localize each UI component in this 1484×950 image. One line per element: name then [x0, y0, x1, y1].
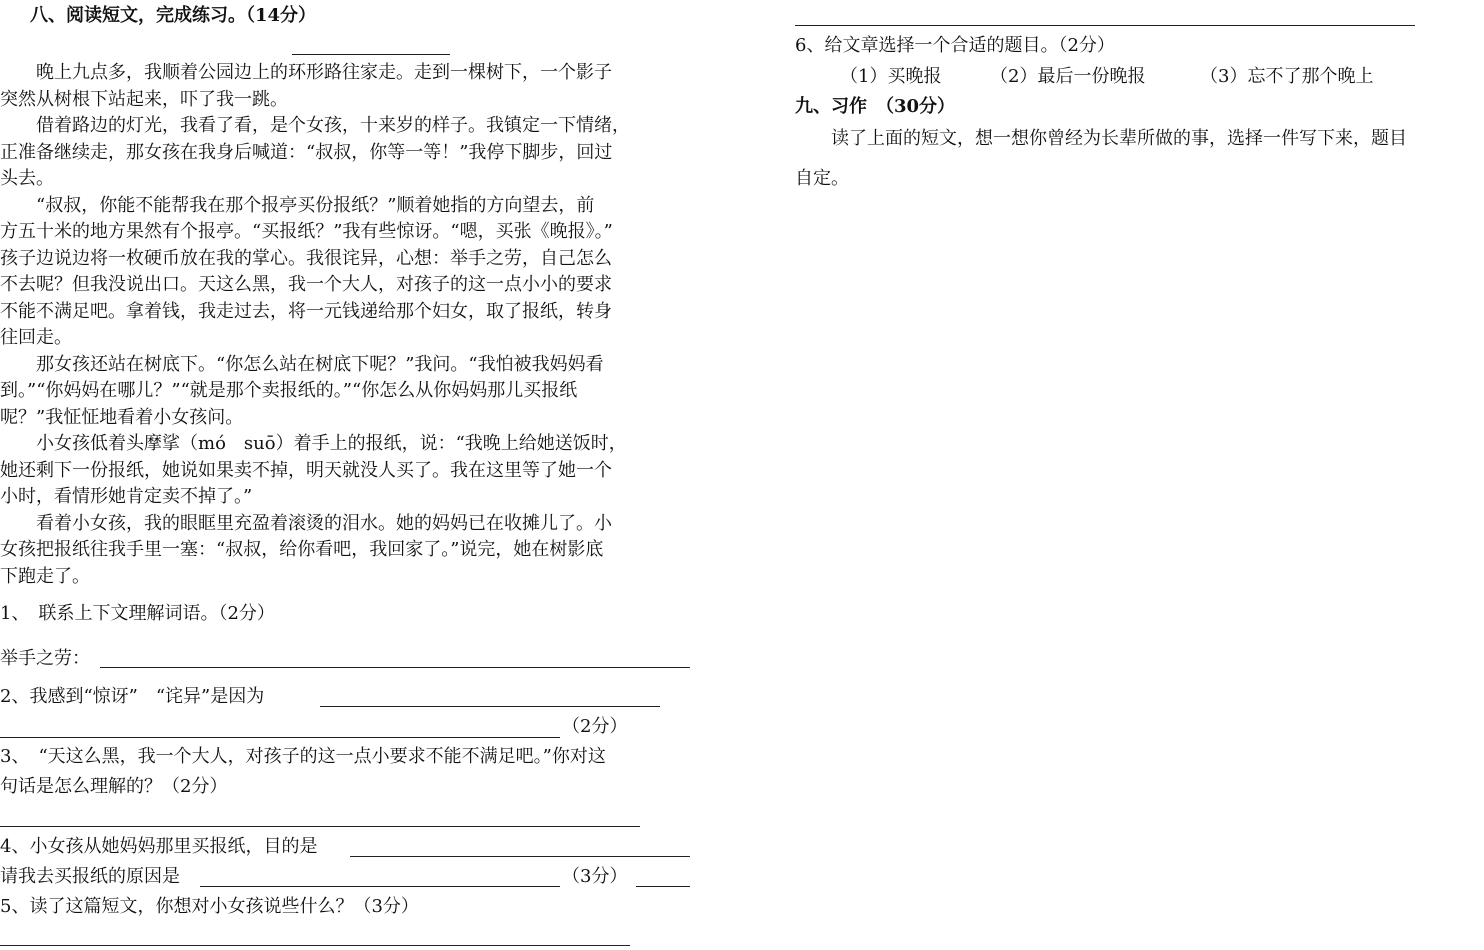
- answer-line-q4c[interactable]: [636, 886, 690, 887]
- answer-line-q2b[interactable]: [0, 737, 560, 738]
- title-blank-line[interactable]: [292, 54, 450, 55]
- passage-line: 头去。: [0, 168, 54, 189]
- answer-line-q5[interactable]: [0, 945, 630, 946]
- question-6-option-1: （1）买晚报: [840, 66, 942, 87]
- question-2: 2、我感到“惊讶” “诧异”是因为: [0, 686, 265, 707]
- passage-line: 她还剩下一份报纸，她说如果卖不掉，明天就没人买了。我在这里等了她一个: [0, 459, 612, 481]
- answer-line-q4b[interactable]: [200, 886, 560, 887]
- passage-line: 下跑走了。: [0, 565, 90, 587]
- passage-line: 小时，看情形她肯定卖不掉了。”: [0, 486, 253, 507]
- answer-line-q1[interactable]: [100, 667, 690, 668]
- passage: [0, 60, 690, 590]
- passage-line: 不去呢？但我没说出口。天这么黑，我一个大人，对孩子的这一点小小的要求: [0, 274, 612, 295]
- question-2-score: （2分）: [562, 716, 628, 737]
- section-9-prompt-line2: 自定。: [795, 168, 849, 189]
- passage-line: 不能不满足吧。拿着钱，我走过去，将一元钱递给那个妇女，取了报纸，转身: [0, 300, 612, 322]
- section-9-prompt-line1: 读了上面的短文，想一想你曾经为长辈所做的事，选择一件写下来，题目: [795, 128, 1407, 149]
- passage-line: 晚上九点多，我顺着公园边上的环形路往家走。走到一棵树下，一个影子: [0, 62, 612, 83]
- passage-line: 突然从树根下站起来，吓了我一跳。: [0, 88, 288, 110]
- passage-line: 到。”“你妈妈在哪儿？”“就是那个卖报纸的。”“你怎么从你妈妈那儿买报纸: [0, 380, 578, 401]
- answer-line-q2a[interactable]: [320, 706, 660, 707]
- question-6: 6、给文章选择一个合适的题目。（2分）: [795, 35, 1115, 56]
- question-6-option-3: （3）忘不了那个晚上: [1200, 66, 1374, 87]
- question-3-line2: 句话是怎么理解的？（2分）: [0, 776, 228, 797]
- question-1: 1、 联系上下文理解词语。（2分）: [0, 603, 275, 624]
- question-4-line2: 请我去买报纸的原因是: [0, 866, 180, 887]
- question-4-score: （3分）: [562, 866, 628, 887]
- question-5: 5、读了这篇短文，你想对小女孩说些什么？（3分）: [0, 896, 419, 917]
- passage-line: 女孩把报纸往我手里一塞：“叔叔，给你看吧，我回家了。”说完，她在树影底: [0, 539, 604, 560]
- answer-line-q3[interactable]: [0, 826, 640, 827]
- section-8-heading: 八、阅读短文，完成练习。（14分）: [30, 5, 317, 26]
- passage-line: 方五十米的地方果然有个报亭。“买报纸？”我有些惊讶。“嗯，买张《晚报》。”: [0, 221, 613, 242]
- question-4-line1: 4、小女孩从她妈妈那里买报纸，目的是: [0, 836, 318, 857]
- passage-line: “叔叔，你能不能帮我在那个报亭买份报纸？”顺着她指的方向望去，前: [0, 194, 595, 216]
- question-3-line1: 3、 “天这么黑，我一个大人，对孩子的这一点小要求不能不满足吧。”你对这: [0, 746, 606, 767]
- passage-line: 呢？”我怔怔地看着小女孩问。: [0, 406, 244, 428]
- passage-line: 正准备继续走，那女孩在我身后喊道：“叔叔，你等一等！”我停下脚步，回过: [0, 141, 613, 163]
- answer-line-right-top[interactable]: [795, 25, 1415, 26]
- passage-line: 孩子边说边将一枚硬币放在我的掌心。我很诧异，心想：举手之劳，自己怎么: [0, 247, 612, 269]
- passage-line: 往回走。: [0, 327, 72, 348]
- section-9-heading: 九、习作 （30分）: [795, 96, 956, 117]
- passage-line: 那女孩还站在树底下。“你怎么站在树底下呢？”我问。“我怕被我妈妈看: [0, 353, 604, 375]
- answer-line-q4a[interactable]: [350, 856, 690, 857]
- passage-line: 小女孩低着头摩挲（mó suō）着手上的报纸，说：“我晚上给她送饭时，: [0, 433, 627, 454]
- passage-line: 借着路边的灯光，我看了看，是个女孩，十来岁的样子。我镇定一下情绪，: [0, 115, 630, 136]
- passage-line: 看着小女孩，我的眼眶里充盈着滚烫的泪水。她的妈妈已在收摊儿了。小: [0, 512, 612, 534]
- question-6-option-2: （2）最后一份晚报: [990, 66, 1146, 87]
- question-1-term: 举手之劳：: [0, 648, 90, 669]
